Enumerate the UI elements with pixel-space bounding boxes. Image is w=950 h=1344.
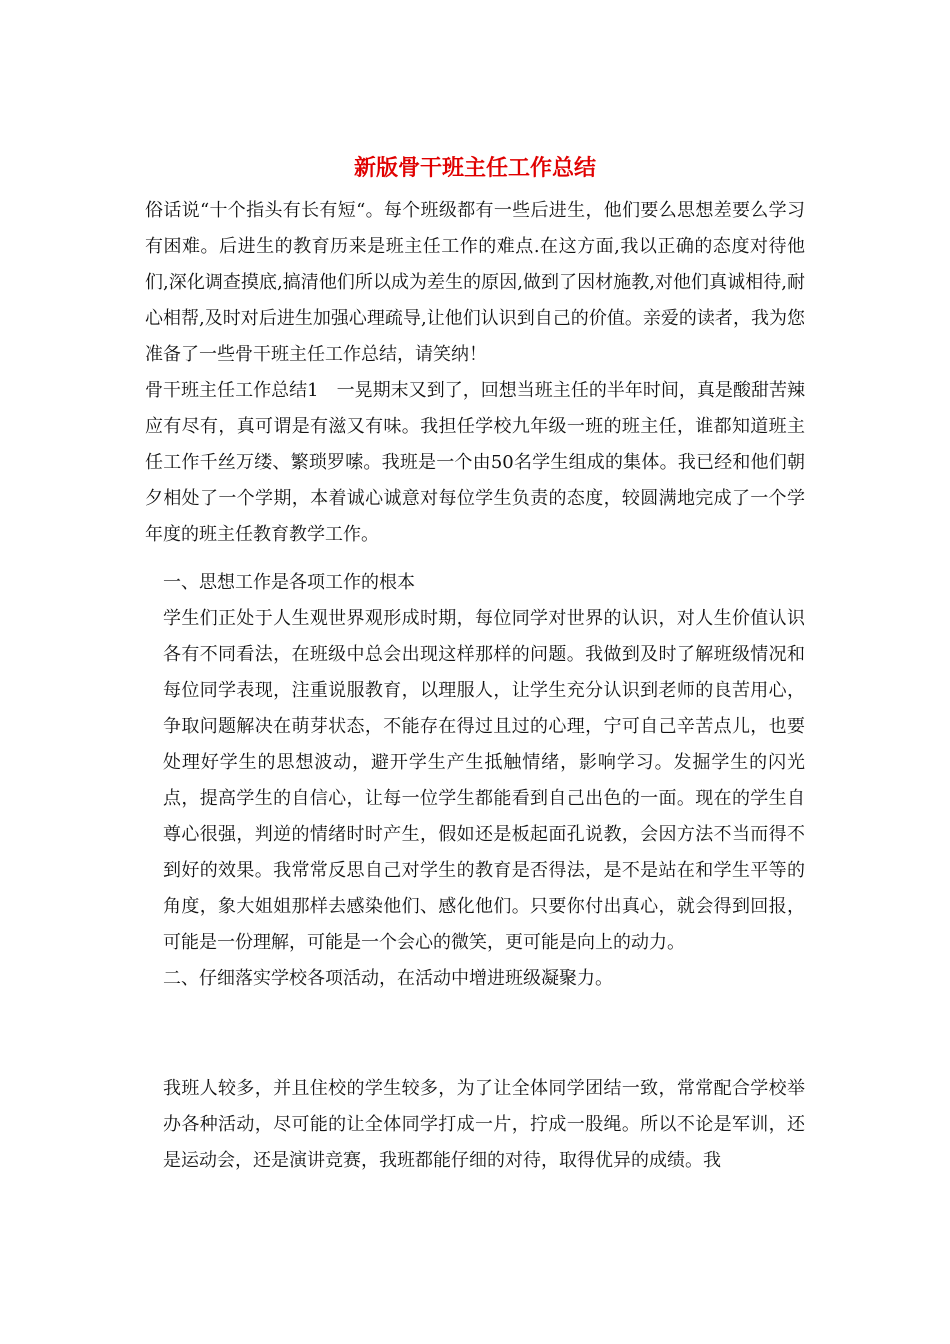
section-one xyxy=(145,565,805,997)
section-two-heading: 二、仔细落实学校各项活动，在活动中增进班级凝聚力。 xyxy=(163,968,613,989)
intro-paragraph: 俗话说“十个指头有长有短“。每个班级都有一些后进生，他们要么思想差要么学习有困难。后进生的教育历来是班主任工作的难点.在这方面,我以正确的态度对待他们,深化调查摸底,搞清他们所以成为差生的原因,做到了因材施教,对他们真诚相待,耐心相帮,及时对后进生加强心理疏导,让他们认识到自己的价值。亲爱的读者，我为您准备了一些骨干班主任工作总结，请笑纳！ xyxy=(145,200,805,365)
section-two xyxy=(145,1071,805,1179)
document-title: 新版骨干班主任工作总结 xyxy=(353,155,596,181)
section-one-heading: 一、思想工作是各项工作的根本 xyxy=(163,572,415,593)
intro-block xyxy=(145,193,805,553)
section-two-paragraph: 我班人较多，并且住校的学生较多，为了让全体同学团结一致，常常配合学校举办各种活动，尽可能的让全体同学打成一片，拧成一股绳。所以不论是军训，还是运动会，还是演讲竞赛，我班都能仔细的对待，取得优异的成绩。我 xyxy=(163,1078,805,1171)
summary1-paragraph: 骨干班主任工作总结1 一晃期末又到了，回想当班主任的半年时间，真是酸甜苦辣应有尽有，真可谓是有滋又有味。我担任学校九年级一班的班主任，谁都知道班主任工作千丝万缕、繁琐罗嗦。我班是一个由50名学生组成的集体。我已经和他们朝夕相处了一个学期，本着诚心诚意对每位学生负责的态度，较圆满地完成了一个学年度的班主任教育教学工作。 xyxy=(145,380,805,545)
section-one-paragraph: 学生们正处于人生观世界观形成时期，每位同学对世界的认识，对人生价值认识各有不同看法，在班级中总会出现这样那样的问题。我做到及时了解班级情况和每位同学表现，注重说服教育，以理服人，让学生充分认识到老师的良苦用心，争取问题解决在萌芽状态，不能存在得过且过的心理，宁可自己辛苦点儿，也要处理好学生的思想波动，避开学生产生抵触情绪，影响学习。发掘学生的闪光点，提高学生的自信心，让每一位学生都能看到自己出色的一面。现在的学生自尊心很强，判逆的情绪时时产生，假如还是板起面孔说教，会因方法不当而得不到好的效果。我常常反思自己对学生的教育是否得法，是不是站在和学生平等的角度，象大姐姐那样去感染他们、感化他们。只要你付出真心，就会得到回报，可能是一份理解，可能是一个会心的微笑，更可能是向上的动力。 xyxy=(163,608,805,953)
